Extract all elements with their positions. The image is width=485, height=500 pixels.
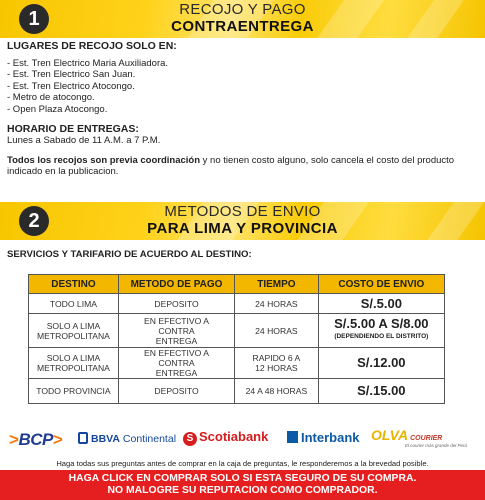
schedule-text: Lunes a Sabado de 11 A.M. a 7 P.M. <box>7 135 161 147</box>
pickup-heading: LUGARES DE RECOJO SOLO EN: <box>7 40 177 52</box>
pickup-note-rest: y no tienen costo alguno, solo cancela el costo del producto indicado en la publicacion. <box>7 154 455 178</box>
footer-line-1: HAGA CLICK EN COMPRAR SOLO SI ESTA SEGURO DE SU COMPRA. <box>68 473 417 484</box>
section-1-banner <box>0 0 485 38</box>
bbva-logo <box>78 432 176 445</box>
pickup-place: - Est. Tren Electrico Atocongo. <box>7 80 135 92</box>
olva-logo-tagline: El courier más grande del Perú <box>405 443 468 448</box>
pickup-note-bold: Todos los recojos son previa coordinación <box>7 154 201 166</box>
column-header-metodo: METODO DE PAGO <box>118 275 234 294</box>
step-number-badge: 1 <box>19 4 49 34</box>
table-row <box>29 314 445 348</box>
table-row <box>29 348 445 379</box>
cell-tiempo: 24 A 48 HORAS <box>235 379 319 404</box>
pickup-place: - Open Plaza Atocongo. <box>7 103 108 115</box>
cell-destino: TODO LIMA <box>29 294 119 314</box>
table-row <box>29 379 445 404</box>
cell-tiempo: 24 HORAS <box>235 294 319 314</box>
pickup-place: - Metro de atocongo. <box>7 92 95 104</box>
pickup-info <box>7 41 479 178</box>
schedule-heading: HORARIO DE ENTREGAS: <box>7 122 139 135</box>
pickup-place: - Est. Tren Electrico San Juan. <box>7 69 136 81</box>
payment-logos <box>0 425 485 453</box>
cell-destino: SOLO A LIMA METROPOLITANA <box>29 314 119 348</box>
interbank-logo <box>287 430 360 445</box>
shipping-rates-table <box>28 274 445 404</box>
bbva-logo-text: BBVA <box>91 433 120 445</box>
interbank-logo-text: Interbank <box>301 430 360 445</box>
questions-note: Haga todas sus preguntas antes de comprar en la caja de preguntas, le responderemos a la brevedad posible. <box>56 459 429 468</box>
banner-title-line2: PARA LIMA Y PROVINCIA <box>147 220 338 237</box>
services-heading: SERVICIOS Y TARIFARIO DE ACUERDO AL DESTINO: <box>7 249 252 260</box>
step-number-badge: 2 <box>19 206 49 236</box>
cell-tiempo: RAPIDO 6 A 12 HORAS <box>235 348 319 379</box>
cell-costo: S/.5.00 <box>318 294 444 314</box>
section-2-banner <box>0 202 485 240</box>
pickup-note <box>7 155 479 178</box>
pickup-place: - Est. Tren Electrico Maria Auxiliadora. <box>7 57 169 69</box>
cell-metodo: EN EFECTIVO A CONTRA ENTREGA <box>118 348 234 379</box>
bcp-logo: >BCP> <box>9 430 63 449</box>
bbva-logo-suffix: Continental <box>119 433 177 445</box>
column-header-tiempo: TIEMPO <box>235 275 319 294</box>
column-header-destino: DESTINO <box>29 275 119 294</box>
banner-title-line1: METODOS DE ENVIO <box>164 203 321 220</box>
scotiabank-logo: S Scotiabank <box>183 429 268 446</box>
cell-metodo: EN EFECTIVO A CONTRA ENTREGA <box>118 314 234 348</box>
column-header-costo: COSTO DE ENVIO <box>318 275 444 294</box>
cell-costo: S/.12.00 <box>318 348 444 379</box>
cell-costo: S/.15.00 <box>318 379 444 404</box>
cost-note: (DEPENDIENDO EL DISTRITO) <box>334 333 429 340</box>
cell-destino: TODO PROVINCIA <box>29 379 119 404</box>
cost-value: S/.5.00 A S/8.00 <box>334 316 429 331</box>
cell-metodo: DEPOSITO <box>118 379 234 404</box>
banner-title-line2: CONTRAENTREGA <box>171 18 314 35</box>
footer-line-2: NO MALOGRE SU REPUTACION COMO COMPRADOR. <box>107 485 378 496</box>
cell-costo <box>318 314 444 348</box>
cell-destino: SOLO A LIMA METROPOLITANA <box>29 348 119 379</box>
cell-tiempo: 24 HORAS <box>235 314 319 348</box>
banner-title-line1: RECOJO Y PAGO <box>179 1 306 18</box>
olva-logo-suffix: COURIER <box>410 435 443 442</box>
olva-courier-logo <box>371 427 468 448</box>
table-header-row <box>29 275 445 294</box>
bcp-logo-text: BCP <box>18 430 53 449</box>
cell-metodo: DEPOSITO <box>118 294 234 314</box>
olva-logo-text: OLVA <box>371 427 409 443</box>
scotiabank-logo-text: Scotiabank <box>199 429 269 444</box>
table-row <box>29 294 445 314</box>
purchase-warning-footer <box>0 470 485 500</box>
